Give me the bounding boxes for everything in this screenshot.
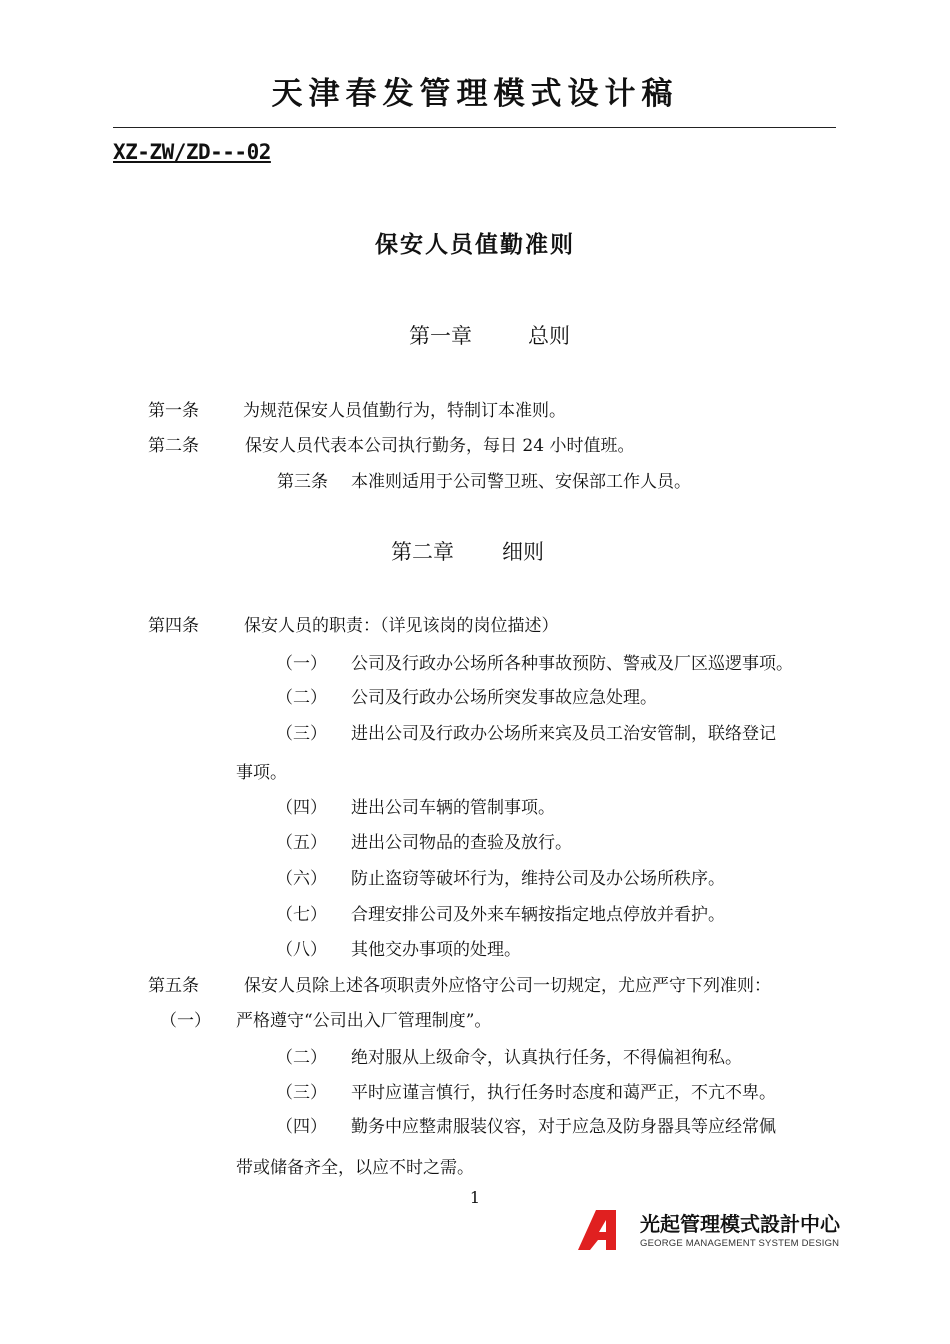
logo-a-icon xyxy=(578,1210,634,1250)
chapter-1-name: 总则 xyxy=(528,324,570,348)
article-4-item-3-text: 进出公司及行政办公场所来宾及员工治安管制，联络登记 xyxy=(351,724,776,744)
chapter-1-number: 第一章 xyxy=(409,324,472,348)
article-5-item-4-number: （四） xyxy=(276,1117,327,1137)
article-4-item-6-number: （六） xyxy=(276,869,327,889)
logo-subtitle: GEORGE MANAGEMENT SYSTEM DESIGN xyxy=(640,1238,840,1249)
article-4-item-3-number: （三） xyxy=(276,724,327,744)
chapter-2-heading xyxy=(391,536,544,566)
article-4-item-1-text: 公司及行政办公场所各种事故预防、警戒及厂区巡逻事项。 xyxy=(351,654,793,674)
company-logo xyxy=(578,1208,840,1252)
article-4-item-2-number: （二） xyxy=(276,688,327,708)
article-1-number: 第一条 xyxy=(148,401,199,421)
article-2-text: 保安人员代表本公司执行勤务，每日 24 小时值班。 xyxy=(245,436,635,456)
article-4-item-7-text: 合理安排公司及外来车辆按指定地点停放并看护。 xyxy=(351,905,725,925)
header-divider xyxy=(113,127,836,128)
article-4-item-5-text: 进出公司物品的查验及放行。 xyxy=(351,833,572,853)
article-3-number: 第三条 xyxy=(277,472,328,492)
article-5-item-4-text: 勤务中应整肃服装仪容，对于应急及防身器具等应经常佩 xyxy=(351,1117,776,1137)
article-5-number: 第五条 xyxy=(148,976,199,996)
document-title: 保安人员值勤准则 xyxy=(375,232,575,258)
article-4-item-5-number: （五） xyxy=(276,833,327,853)
article-4-item-4-number: （四） xyxy=(276,798,327,818)
article-4-item-8-number: （八） xyxy=(276,940,327,960)
article-5-item-2-number: （二） xyxy=(276,1048,327,1068)
article-5-item-3-text: 平时应谨言慎行，执行任务时态度和蔼严正，不亢不卑。 xyxy=(351,1083,776,1103)
article-5-item-4-continuation: 带或储备齐全，以应不时之需。 xyxy=(236,1158,474,1178)
page-number: 1 xyxy=(469,1188,481,1207)
article-4-item-1-number: （一） xyxy=(276,654,327,674)
logo-name: 光起管理模式設計中心 xyxy=(640,1212,840,1236)
article-4-item-3-continuation: 事项。 xyxy=(236,763,287,783)
article-5-item-2-text: 绝对服从上级命令，认真执行任务，不得偏袒徇私。 xyxy=(351,1048,742,1068)
chapter-1-heading xyxy=(409,320,570,350)
chapter-2-number: 第二章 xyxy=(391,540,454,564)
article-5-text: 保安人员除上述各项职责外应恪守公司一切规定，尤应严守下列准则： xyxy=(244,976,771,996)
document-code: XZ-ZW/ZD---02 xyxy=(113,140,271,164)
article-5-item-1-text: 严格遵守“公司出入厂管理制度”。 xyxy=(236,1011,492,1031)
article-5-item-3-number: （三） xyxy=(276,1083,327,1103)
article-2-number: 第二条 xyxy=(148,436,199,456)
article-4-item-2-text: 公司及行政办公场所突发事故应急处理。 xyxy=(351,688,657,708)
article-4-item-4-text: 进出公司车辆的管制事项。 xyxy=(351,798,555,818)
article-5-item-1-number: （一） xyxy=(160,1011,211,1031)
article-4-item-7-number: （七） xyxy=(276,905,327,925)
article-1-text: 为规范保安人员值勤行为，特制订本准则。 xyxy=(243,401,566,421)
article-4-number: 第四条 xyxy=(148,616,199,636)
article-4-text: 保安人员的职责：（详见该岗的岗位描述） xyxy=(244,616,559,636)
article-4-item-6-text: 防止盗窃等破坏行为，维持公司及办公场所秩序。 xyxy=(351,869,725,889)
header-title: 天津春发管理模式设计稿 xyxy=(271,76,679,112)
article-4-item-8-text: 其他交办事项的处理。 xyxy=(351,940,521,960)
chapter-2-name: 细则 xyxy=(502,540,544,564)
article-3-text: 本准则适用于公司警卫班、安保部工作人员。 xyxy=(351,472,691,492)
